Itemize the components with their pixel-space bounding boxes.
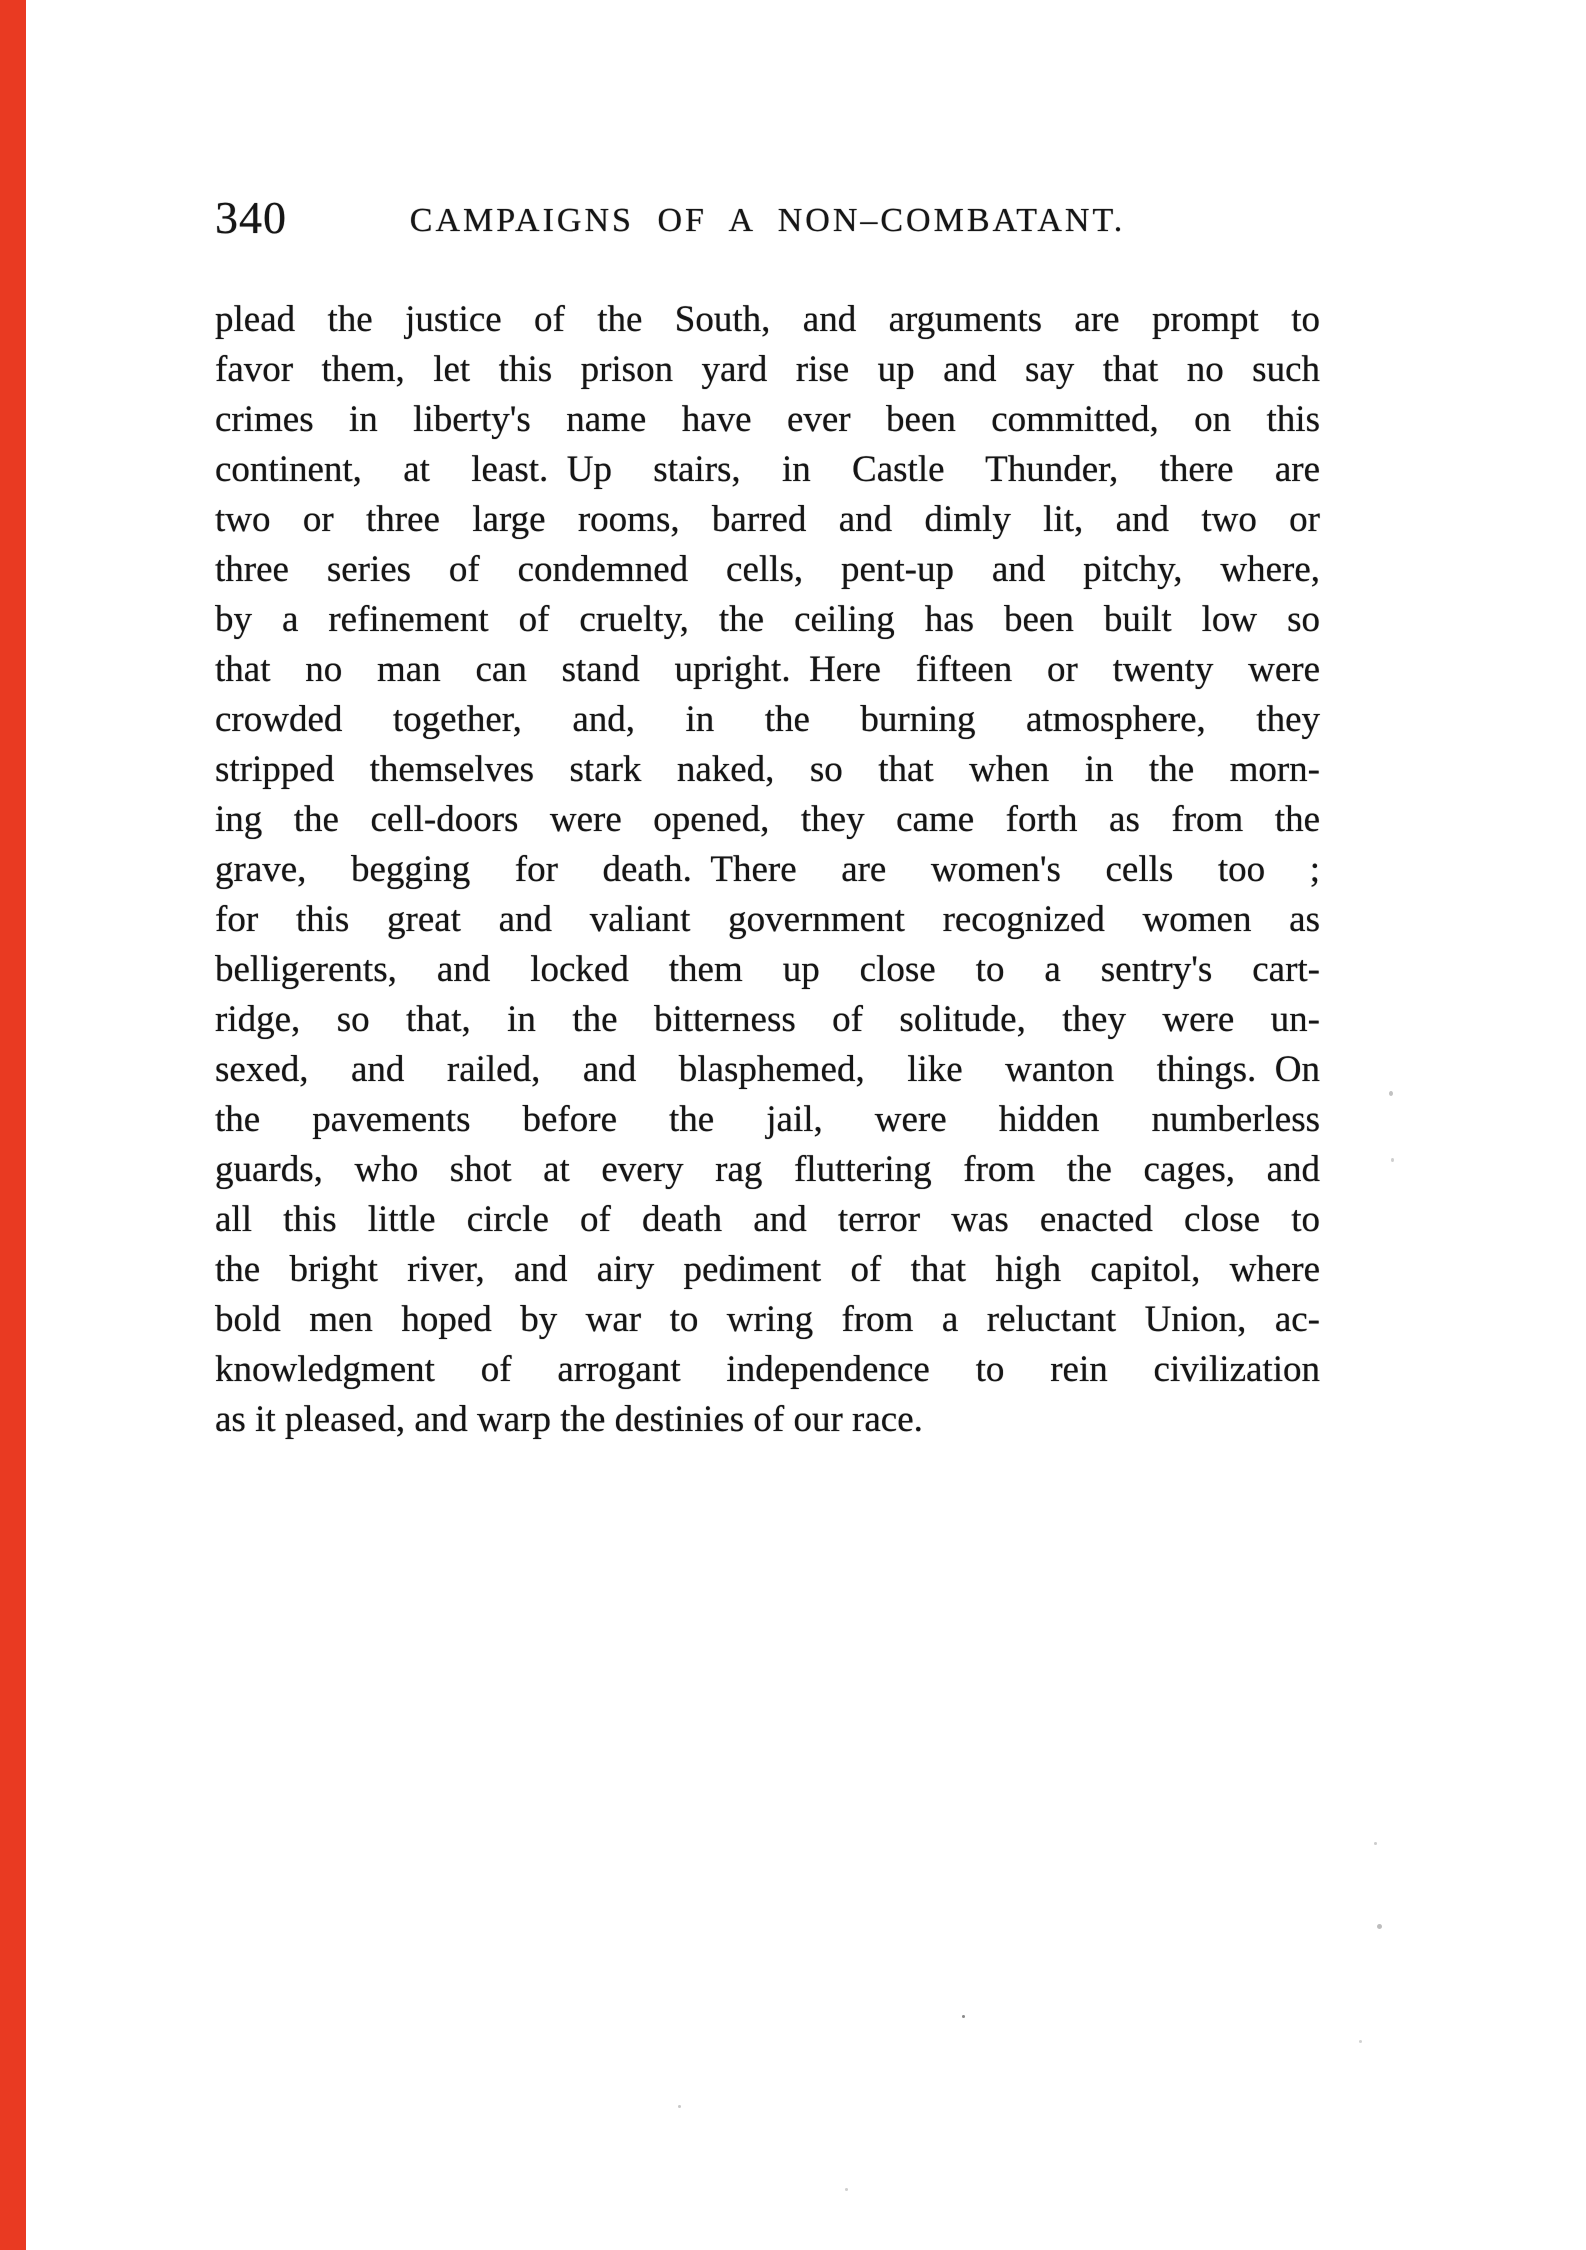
text-line: that no man can stand upright. Here fifteen or twenty were — [215, 649, 1320, 690]
scan-speck — [1389, 1091, 1393, 1096]
running-title: CAMPAIGNS OF A NON–COMBATANT. — [409, 202, 1126, 239]
text-line: ridge, so that, in the bitterness of solitude, they were un- — [215, 999, 1320, 1040]
scan-speck — [678, 2105, 681, 2108]
text-line: continent, at least. Up stairs, in Castle Thunder, there are — [215, 449, 1320, 490]
text-line: knowledgment of arrogant independence to rein civilization — [215, 1349, 1320, 1390]
scan-speck — [845, 2188, 848, 2191]
text-line: crowded together, and, in the burning atmosphere, they — [215, 699, 1320, 740]
body-paragraph — [215, 295, 1320, 1445]
text-line: sexed, and railed, and blasphemed, like wanton things. On — [215, 1049, 1320, 1090]
text-line: guards, who shot at every rag fluttering from the cages, and — [215, 1149, 1320, 1190]
text-line: bold men hoped by war to wring from a reluctant Union, ac- — [215, 1299, 1320, 1340]
scan-speck — [1377, 1924, 1382, 1929]
page-header — [215, 192, 1320, 243]
page-number: 340 — [215, 192, 287, 243]
text-line: the pavements before the jail, were hidden numberless — [215, 1099, 1320, 1140]
film-edge-red-strip — [0, 0, 26, 2250]
text-line: plead the justice of the South, and arguments are prompt to — [215, 299, 1320, 340]
scan-speck — [1391, 1158, 1394, 1162]
text-line: stripped themselves stark naked, so that when in the morn- — [215, 749, 1320, 790]
text-line: by a refinement of cruelty, the ceiling has been built low so — [215, 599, 1320, 640]
text-line: three series of condemned cells, pent-up and pitchy, where, — [215, 549, 1320, 590]
text-line: two or three large rooms, barred and dimly lit, and two or — [215, 499, 1320, 540]
scan-speck — [962, 2015, 965, 2018]
text-line: grave, begging for death. There are women's cells too ; — [215, 849, 1320, 890]
text-line: as it pleased, and warp the destinies of our race. — [215, 1399, 923, 1440]
text-line: belligerents, and locked them up close to a sentry's cart- — [215, 949, 1320, 990]
text-line: all this little circle of death and terror was enacted close to — [215, 1199, 1320, 1240]
scan-speck — [1359, 2040, 1362, 2043]
text-line: crimes in liberty's name have ever been committed, on this — [215, 399, 1320, 440]
text-line: favor them, let this prison yard rise up and say that no such — [215, 349, 1320, 390]
text-line: ing the cell-doors were opened, they came forth as from the — [215, 799, 1320, 840]
text-line: the bright river, and airy pediment of that high capitol, where — [215, 1249, 1320, 1290]
text-line: for this great and valiant government recognized women as — [215, 899, 1320, 940]
scan-speck — [1374, 1842, 1377, 1845]
